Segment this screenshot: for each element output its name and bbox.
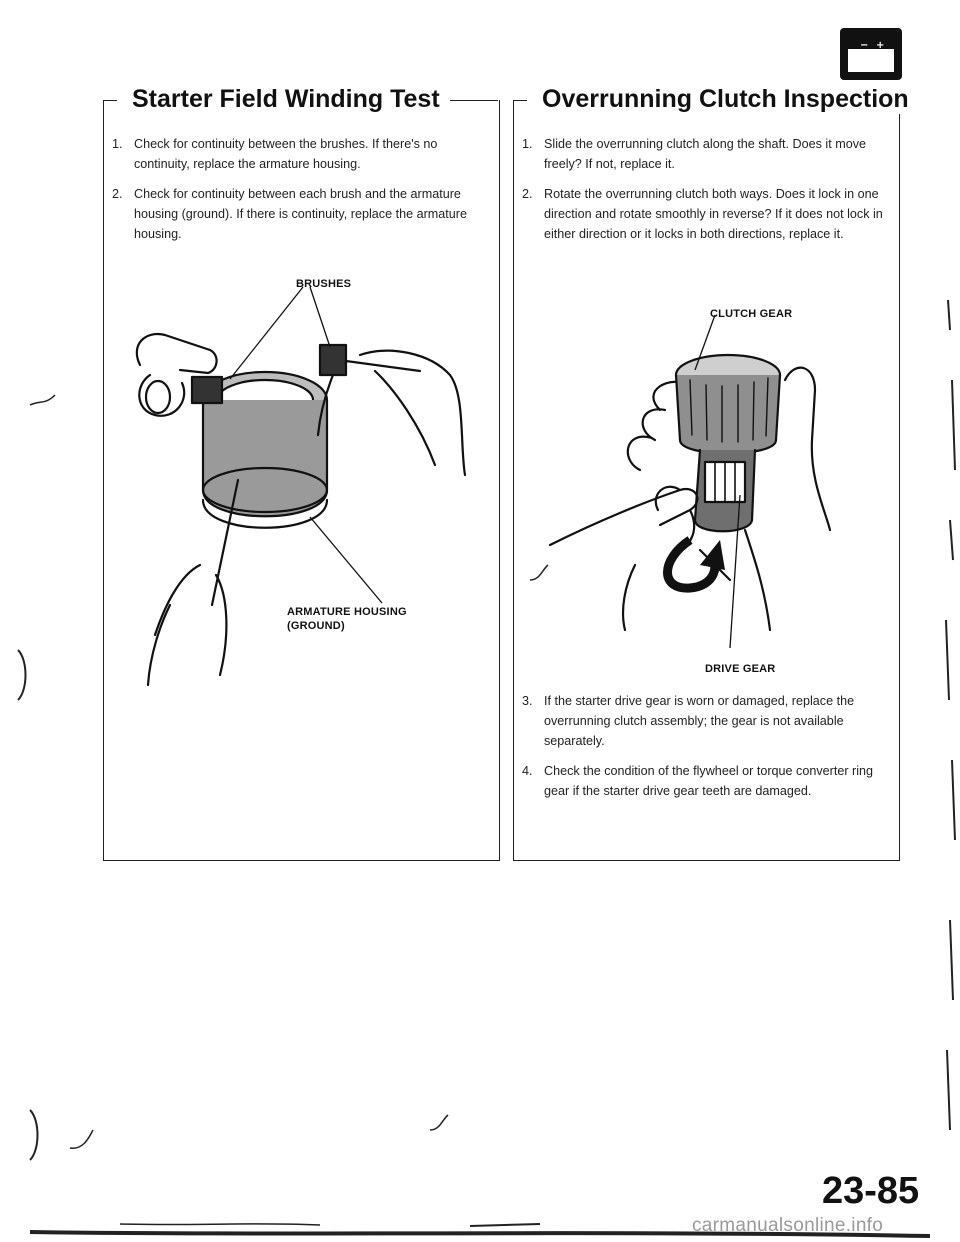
step-text: Check for continuity between the brushes. If there's no continuity, replace the armature housing. bbox=[134, 137, 438, 171]
section-title-overrunning-clutch-inspection: Overrunning Clutch Inspection bbox=[532, 84, 919, 114]
step-number: 2. bbox=[112, 187, 123, 201]
step-text: Check for continuity between each brush and the armature housing (ground). If there is continuity, replace the armature housing. bbox=[134, 187, 467, 241]
label-clutch-gear: CLUTCH GEAR bbox=[710, 308, 793, 320]
label-armature-housing: ARMATURE HOUSING bbox=[287, 606, 407, 618]
step-text: Slide the overrunning clutch along the shaft. Does it move freely? If not, replace it. bbox=[544, 137, 867, 171]
label-drive-gear: DRIVE GEAR bbox=[705, 663, 776, 675]
step-text: If the starter drive gear is worn or damaged, replace the overrunning clutch assembly; the gear is not available separately. bbox=[544, 694, 855, 748]
label-brushes: BRUSHES bbox=[296, 278, 352, 290]
step-number: 3. bbox=[522, 694, 533, 708]
step-number: 1. bbox=[522, 137, 533, 151]
section-title-starter-field-winding-test: Starter Field Winding Test bbox=[122, 84, 450, 114]
page-number: 23-85 bbox=[822, 1170, 920, 1212]
step-text: Rotate the overrunning clutch both ways. Does it lock in one direction and rotate smoothly in reverse? If it does not lock in either direction or it locks in both directions, replace it. bbox=[544, 187, 883, 241]
step-text: Check the condition of the flywheel or torque converter ring gear if the starter drive gear teeth are damaged. bbox=[544, 764, 874, 798]
battery-minus: − bbox=[860, 40, 869, 51]
step-number: 1. bbox=[112, 137, 123, 151]
battery-plus: + bbox=[876, 40, 885, 51]
step-number: 2. bbox=[522, 187, 533, 201]
label-ground: (GROUND) bbox=[287, 620, 345, 632]
step-number: 4. bbox=[522, 764, 533, 778]
watermark: carmanualsonline.info bbox=[692, 1215, 884, 1236]
